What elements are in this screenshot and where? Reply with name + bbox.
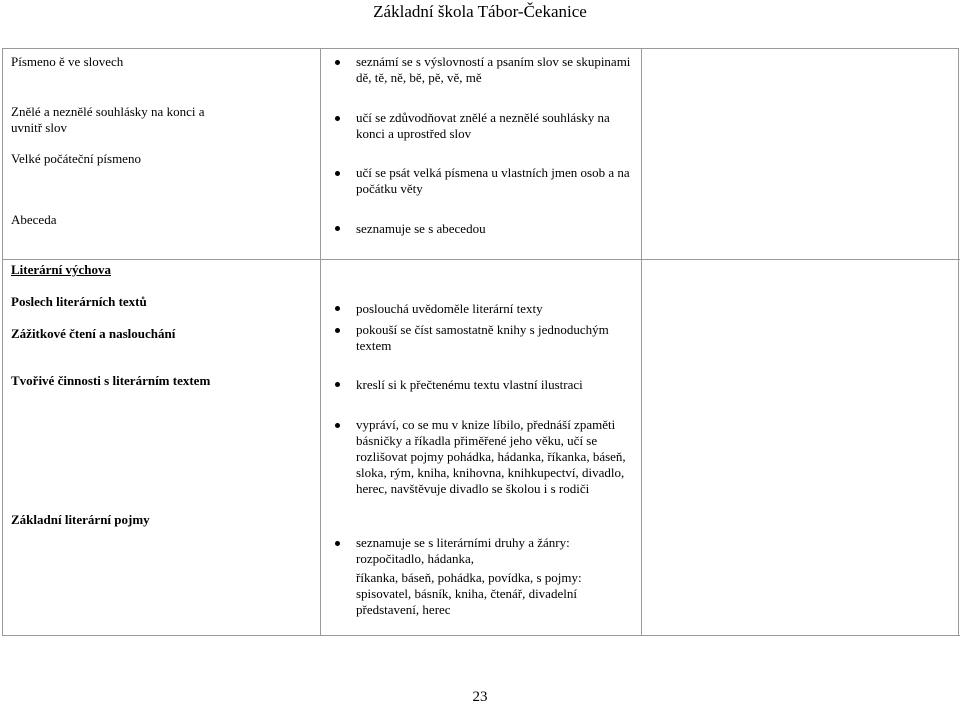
column-divider <box>641 49 642 636</box>
bullet-icon <box>335 382 340 387</box>
topic-label: Zážitkové čtení a naslouchání <box>11 326 176 341</box>
column-divider <box>320 49 321 636</box>
topic-label: Tvořivé činnosti s literárním textem <box>11 373 211 388</box>
bullet-icon <box>335 306 340 311</box>
topic-label: Písmeno ě ve slovech <box>11 54 124 69</box>
topic-label: Základní literární pojmy <box>11 512 150 527</box>
outcome-item: poslouchá uvědoměle literární texty <box>356 301 543 316</box>
outcome-item: seznamuje se s literárními druhy a žánry: rozpočitadlo, hádanka, <box>356 535 570 566</box>
column-divider <box>958 49 959 636</box>
outcome-item: učí se psát velká písmena u vlastních jmen osob a na počátku věty <box>356 165 630 196</box>
bullet-icon <box>335 60 340 65</box>
bullet-icon <box>335 328 340 333</box>
bullet-icon <box>335 423 340 428</box>
topic-label: Velké počáteční písmeno <box>11 151 141 166</box>
outcome-item: seznamuje se s abecedou <box>356 221 486 236</box>
bullet-icon <box>335 116 340 121</box>
outcome-item: vypráví, co se mu v knize líbilo, přednáší zpaměti básničky a říkadla přiměřené jeho věku, učí se rozlišovat pojmy pohádka, hádanka, říkanka, báseň, sloka, rým, kniha, knihovna, knihkupectví, divadlo, herec, navštěvuje divadlo se školou i s rodiči <box>356 417 626 496</box>
topic-label: Znělé a neznělé souhlásky na konci a uvnitř slov <box>11 104 205 135</box>
section-title: Literární výchova <box>11 262 112 277</box>
topic-label: Poslech literárních textů <box>11 294 147 309</box>
outcome-item: pokouší se číst samostatně knihy s jednoduchým textem <box>356 322 609 353</box>
page-number: 23 <box>472 689 488 705</box>
bullet-icon <box>335 226 340 231</box>
outcome-item: učí se zdůvodňovat znělé a neznělé souhlásky na konci a uprostřed slov <box>356 110 610 141</box>
page-header: Základní škola Tábor-Čekanice <box>373 2 587 21</box>
outcome-item: seznámí se s výslovností a psaním slov se skupinami dě, tě, ně, bě, pě, vě, mě <box>356 54 631 85</box>
outcome-item: kreslí si k přečtenému textu vlastní ilustraci <box>356 377 583 392</box>
bullet-icon <box>335 171 340 176</box>
outcome-item: říkanka, báseň, pohádka, povídka, s pojmy: spisovatel, básník, kniha, čtenář, divadelní představení, herec <box>356 570 582 617</box>
bullet-icon <box>335 541 340 546</box>
curriculum-table <box>2 48 959 636</box>
topic-label: Abeceda <box>11 212 57 227</box>
